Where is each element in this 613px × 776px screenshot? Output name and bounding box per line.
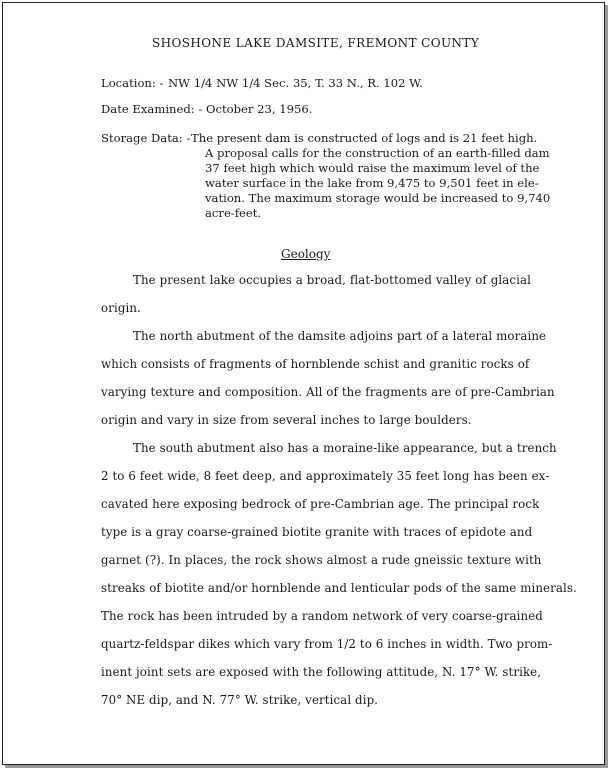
storage-line: A proposal calls for the construction of an earth-filled dam [205, 146, 550, 160]
geology-heading: Geology [281, 247, 331, 261]
body-line: 2 to 6 feet wide, 8 feet deep, and approximately 35 feet long has been ex- [101, 469, 550, 483]
document-title: SHOSHONE LAKE DAMSITE, FREMONT COUNTY [152, 36, 480, 50]
storage-data-label: Storage Data: - [101, 131, 191, 145]
body-line: type is a gray coarse-grained biotite granite with traces of epidote and [101, 525, 533, 539]
storage-line: water surface in the lake from 9,475 to 9,501 feet in ele- [205, 176, 539, 190]
storage-line: acre-feet. [205, 206, 262, 220]
body-line: The rock has been intruded by a random network of very coarse-grained [101, 609, 543, 623]
body-line: garnet (?). In places, the rock shows almost a rude gneissic texture with [101, 553, 542, 567]
date-examined-value: October 23, 1956. [206, 102, 313, 116]
storage-line: 37 feet high which would raise the maximum level of the [205, 161, 540, 175]
body-line: inent joint sets are exposed with the following attitude, N. 17° W. strike, [101, 665, 542, 679]
storage-line: vation. The maximum storage would be increased to 9,740 [205, 191, 551, 205]
body-line: origin and vary in size from several inches to large boulders. [101, 413, 472, 427]
body-line: quartz-feldspar dikes which vary from 1/2 to 6 inches in width. Two prom- [101, 637, 553, 651]
body-line: which consists of fragments of hornblende schist and granitic rocks of [101, 357, 530, 371]
body-line: varying texture and composition. All of the fragments are of pre-Cambrian [101, 385, 555, 399]
body-line: The north abutment of the damsite adjoins part of a lateral moraine [133, 329, 547, 343]
body-line: The present lake occupies a broad, flat-bottomed valley of glacial [133, 273, 531, 287]
body-line: The south abutment also has a moraine-like appearance, but a trench [133, 441, 557, 455]
date-examined-label: Date Examined: - [101, 102, 203, 116]
body-line: streaks of biotite and/or hornblende and lenticular pods of the same minerals. [101, 581, 577, 595]
storage-line: The present dam is constructed of logs and is 21 feet high. [191, 131, 538, 145]
body-line: 70° NE dip, and N. 77° W. strike, vertical dip. [101, 693, 379, 707]
location-value: NW 1/4 NW 1/4 Sec. 35, T. 33 N., R. 102 W. [168, 76, 423, 90]
location-label: Location: - [101, 76, 164, 90]
body-line: cavated here exposing bedrock of pre-Cambrian age. The principal rock [101, 497, 540, 511]
body-line: origin. [101, 301, 141, 315]
